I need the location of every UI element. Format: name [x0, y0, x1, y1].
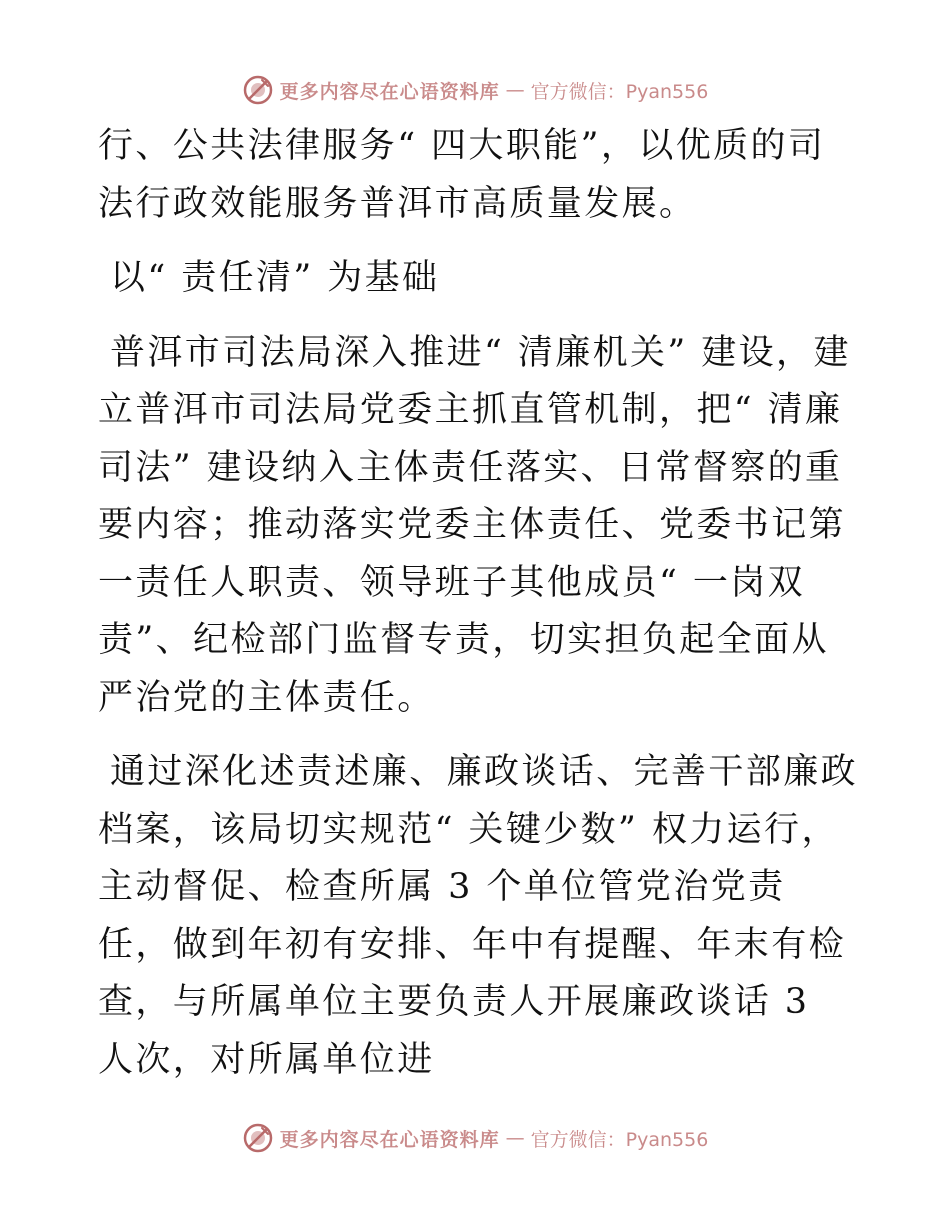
watermark-wechat-text: 官方微信：Pyan556: [530, 80, 709, 103]
watermark-site-text: 更多内容尽在心语资料库: [279, 80, 500, 103]
section-heading: 以“ 责任清” 为基础: [110, 258, 440, 298]
header-watermark: [0, 70, 950, 110]
seal-logo-icon: [242, 74, 274, 106]
seal-logo-icon: [242, 1122, 274, 1154]
watermark-separator: —: [505, 1127, 525, 1149]
watermark-wechat-text: 官方微信：Pyan556: [530, 1128, 709, 1151]
footer-watermark: [0, 1118, 950, 1158]
document-body: [98, 118, 858, 1106]
watermark-site-text: 更多内容尽在心语资料库: [279, 1128, 500, 1151]
paragraph-3: 通过深化述责述廉、廉政谈话、完善干部廉政档案，该局切实规范“ 关键少数” 权力运行，主动督促、检查所属 3 个单位管党治党责任，做到年初有安排、年中有提醒、年末有检查，与所属单位主要负责人开展廉政谈话 3 人次，对所属单位进: [98, 752, 859, 1080]
watermark-separator: —: [505, 79, 525, 101]
paragraph-1: 行、公共法律服务“ 四大职能”，以优质的司法行政效能服务普洱市高质量发展。: [98, 126, 826, 224]
paragraph-2: 普洱市司法局深入推进“ 清廉机关” 建设，建立普洱市司法局党委主抓直管机制，把“ 清廉司法” 建设纳入主体责任落实、日常督察的重要内容；推动落实党委主体责任、党委书记第一责任人职责、领导班子其他成员“ 一岗双责”、纪检部门监督专责，切实担负起全面从严治党的主体责任。: [98, 332, 851, 718]
